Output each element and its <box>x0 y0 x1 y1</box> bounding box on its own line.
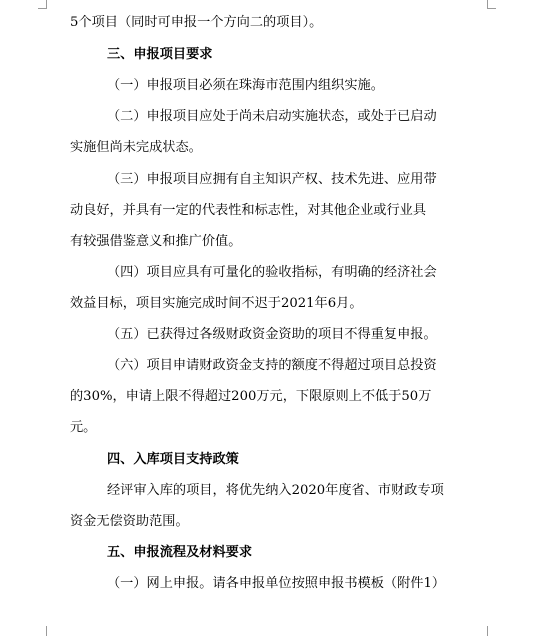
section-heading: 三、申报项目要求 <box>107 47 213 62</box>
text-line: （四）项目应具有可量化的验收指标，有明确的经济社会 <box>107 265 437 280</box>
text-line: 经评审入库的项目，将优先纳入2020年度省、市财政专项 <box>107 483 444 498</box>
text-line: 效益目标，项目实施完成时间不迟于2021年6月。 <box>70 296 363 311</box>
text-line: （三）申报项目应拥有自主知识产权、技术先进、应用带 <box>107 172 437 187</box>
margin-corner-mark <box>46 0 47 8</box>
section-heading: 五、申报流程及材料要求 <box>107 545 253 560</box>
text-line: 资金无偿资助范围。 <box>70 514 189 529</box>
text-line: （六）项目申请财政资金支持的额度不得超过项目总投资 <box>107 358 437 373</box>
text-line: 5个项目（同时可申报一个方向二的项目）。 <box>70 15 323 30</box>
margin-corner-mark <box>487 0 488 8</box>
margin-corner-mark <box>38 8 47 9</box>
text-line: 实施但尚未完成状态。 <box>70 140 202 155</box>
text-line: 的30%，申请上限不得超过200万元，下限原则上不低于50万 <box>70 389 432 404</box>
text-line: （二）申报项目应处于尚未启动实施状态，或处于已启动 <box>107 109 437 124</box>
text-line: 元。 <box>70 420 97 435</box>
text-line: （五）已获得过各级财政资金资助的项目不得重复申报。 <box>107 327 437 342</box>
text-line: 动良好，并具有一定的代表性和标志性，对其他企业或行业具 <box>70 203 427 218</box>
text-line: （一）申报项目必须在珠海市范围内组织实施。 <box>107 78 384 93</box>
margin-corner-mark <box>487 626 488 636</box>
text-line: 有较强借鉴意义和推广价值。 <box>70 234 242 249</box>
text-line: （一）网上申报。请各申报单位按照申报书模板（附件1） <box>107 576 446 591</box>
margin-corner-mark <box>46 626 47 636</box>
section-heading: 四、入库项目支持政策 <box>107 452 239 467</box>
margin-corner-mark <box>487 8 496 9</box>
